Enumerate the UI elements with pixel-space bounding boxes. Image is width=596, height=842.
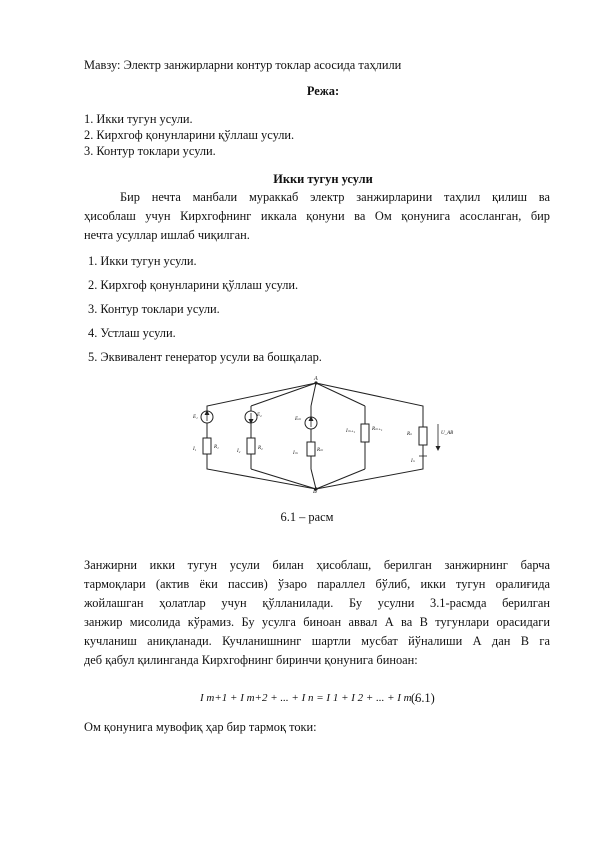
svg-text:Rₘ: Rₘ (317, 448, 324, 453)
svg-text:R₂: R₂ (258, 446, 263, 451)
svg-text:E₂: E₂ (257, 413, 262, 418)
svg-text:Rₘ₊₁: Rₘ₊₁ (372, 427, 383, 432)
svg-text:E₁: E₁ (193, 415, 198, 420)
section-title: Икки тугун усули (273, 172, 373, 186)
svg-text:U_AB: U_AB (441, 431, 454, 436)
body-line: тармоқлари (актив ёки пассив) ўзаро параллел бўлиб, икки тугун оралиғида (84, 577, 550, 591)
body-line: деб қабул қилинганда Кирхгофнинг биринчи қонунига биноан: (84, 653, 418, 667)
method-item: 4. Устлаш усули. (88, 326, 176, 340)
body-line: Занжирни икки тугун усули билан ҳисоблаш, берилган занжирнинг барча (84, 558, 550, 572)
method-item: 3. Контур токлари усули. (88, 302, 220, 316)
svg-text:I₂: I₂ (237, 449, 241, 454)
svg-text:Iₘ₊₁: Iₘ₊₁ (346, 429, 356, 434)
equation-number: (6.1) (411, 691, 435, 705)
svg-text:R₁: R₁ (214, 445, 219, 450)
plan-item: 1. Икки тугун усули. (84, 112, 193, 126)
svg-text:Iₙ: Iₙ (411, 459, 415, 464)
equation: I m+1 + I m+2 + ... + I n = I 1 + I 2 + ... + I m . (200, 692, 418, 704)
svg-text:Iₘ: Iₘ (293, 451, 298, 456)
footer-line: Ом қонунига мувофиқ ҳар бир тармоқ токи: (84, 720, 317, 734)
method-item: 1. Икки тугун усули. (88, 254, 197, 268)
plan-item: 2. Кирхгоф қонунларини қўллаш усули. (84, 128, 295, 142)
method-item: 5. Эквивалент генератор усули ва бошқалар. (88, 350, 322, 364)
method-item: 2. Кирхгоф қонунларини қўллаш усули. (88, 278, 299, 292)
svg-text:Rₙ: Rₙ (407, 432, 413, 437)
svg-text:I₁: I₁ (193, 447, 197, 452)
svg-text:Eₘ: Eₘ (295, 417, 302, 422)
intro-line: ҳисоблаш учун Кирхгофнинг иккала қонуни ва Ом қонунига асосланган, бир (84, 209, 550, 223)
body-line: занжир мисолида кўрамиз. Бу усулга биноан аввал А ва В тугунлари орасидаги (84, 615, 550, 629)
plan-title: Режа: (306, 84, 340, 98)
circuit-diagram (185, 372, 454, 495)
body-line: кучланиш аниқланади. Кучланишнинг шартли мусбат йўналиши А дан В га (84, 634, 550, 648)
intro-line: нечта усуллар ишлаб чиқилган. (84, 228, 250, 242)
node-a-label: A (314, 376, 318, 382)
plan-item: 3. Контур токлари усули. (84, 144, 216, 158)
node-b-label: B (313, 489, 317, 495)
figure-caption: 6.1 – расм (280, 510, 334, 524)
intro-line: Бир нечта манбали мураккаб электр занжирларини таҳлил қилиш ва (120, 190, 550, 204)
body-line: жойлашган ҳолатлар учун қўлланилади. Бу усулни 3.1-расмда берилган (84, 596, 550, 610)
topic-line: Мавзу: Электр занжирларни контур токлар асосида таҳлили (84, 58, 402, 72)
